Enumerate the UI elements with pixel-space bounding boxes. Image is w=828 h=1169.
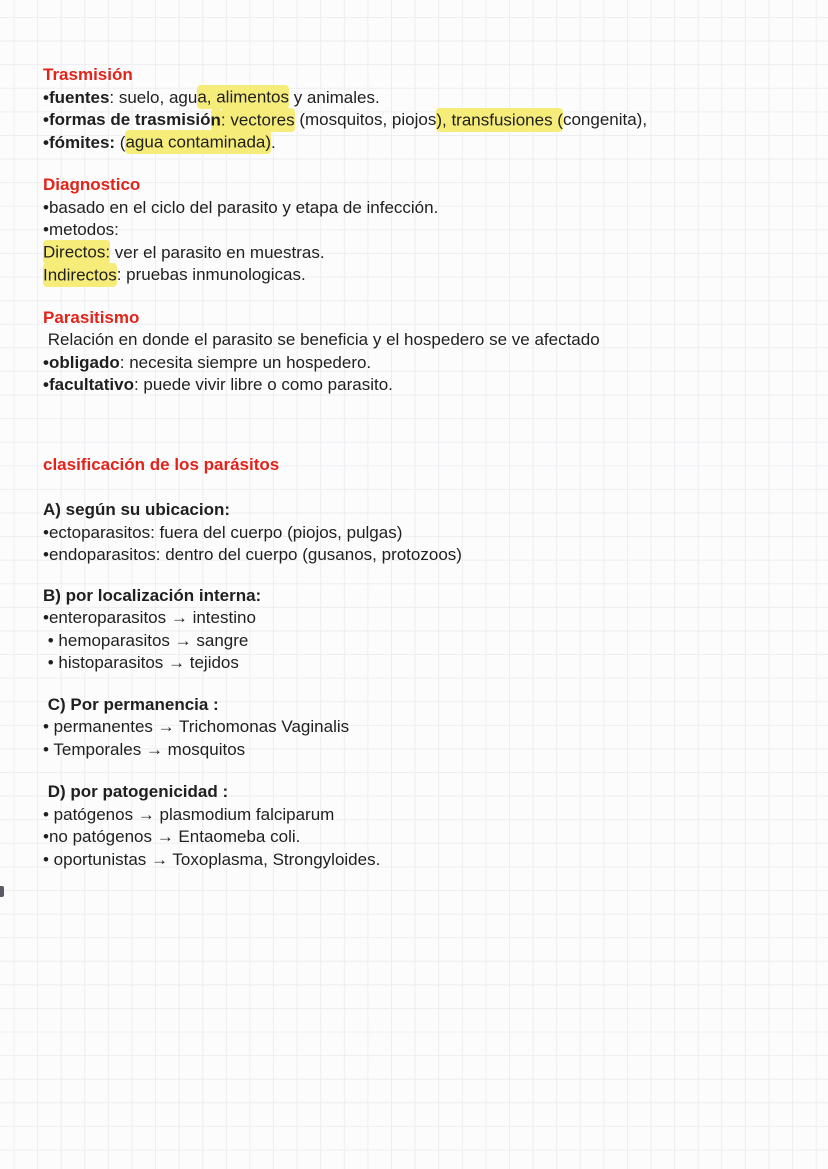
text-segment: •metodos: — [43, 220, 119, 239]
note-line — [43, 197, 808, 220]
text-segment: • Temporales → mosquitos — [43, 739, 246, 759]
note-line — [43, 652, 808, 675]
note-line — [43, 544, 808, 567]
note-line — [43, 716, 808, 739]
text-segment: •fuentes — [43, 87, 110, 107]
note-line — [43, 329, 808, 352]
highlighted-text: Indirectos — [43, 263, 117, 287]
highlighted-text: agua contaminada) — [125, 130, 271, 154]
note-line — [43, 739, 808, 762]
note-section — [43, 454, 808, 477]
text-segment: •formas de trasmisió — [43, 110, 211, 129]
note-line — [43, 374, 808, 397]
text-segment: : pruebas inmunologicas. — [116, 265, 306, 284]
note-section — [43, 585, 808, 675]
text-segment: • histoparasitos → tejidos — [43, 653, 239, 672]
note-section — [43, 694, 808, 762]
note-section — [43, 781, 808, 871]
text-segment: •enteroparasitos → intestino — [43, 608, 256, 627]
note-line — [43, 826, 808, 849]
section-heading: A) según su ubicacion: — [43, 500, 231, 519]
note-section — [43, 174, 808, 287]
note-line — [43, 352, 808, 375]
note-line — [43, 849, 808, 872]
text-segment: •basado en el ciclo del parasito y etapa de infección. — [43, 197, 439, 217]
section-heading: C) Por permanencia : — [43, 694, 219, 714]
text-segment: • patógenos → plasmodium falciparum — [43, 804, 335, 824]
highlighted-text: Directos: — [43, 240, 110, 264]
section-heading: Parasitismo — [43, 307, 140, 327]
note-section — [43, 307, 808, 397]
highlighted-text: a, alimentos — [197, 85, 289, 109]
highlighted-text: n — [211, 108, 221, 132]
section-heading: B) por localización interna: — [43, 585, 262, 605]
text-segment: : puede vivir libre o como parasito. — [133, 375, 393, 394]
text-segment: ver el parasito en muestras. — [110, 242, 325, 262]
note-line — [43, 132, 808, 155]
text-segment: •obligado — [43, 352, 120, 372]
note-section — [43, 64, 808, 154]
section-heading: Diagnostico — [43, 175, 141, 194]
section-heading: Trasmisión — [43, 65, 133, 84]
note-section — [43, 499, 808, 567]
page-edge-mark — [0, 886, 4, 897]
note-line — [43, 804, 808, 827]
highlighted-text: ), transfusiones ( — [436, 108, 563, 132]
text-segment: Relación en donde el parasito se beneficia y el hospedero se ve afectado — [43, 330, 600, 349]
note-line — [43, 522, 808, 545]
note-line — [43, 630, 808, 653]
text-segment: : suelo, agu — [109, 87, 198, 107]
note-sections — [43, 64, 808, 871]
text-segment: •endoparasitos: dentro del cuerpo (gusanos, protozoos) — [43, 545, 462, 564]
text-segment: • hemoparasitos → sangre — [43, 630, 249, 650]
note-line — [43, 109, 808, 132]
section-heading: clasificación de los parásitos — [43, 454, 280, 474]
text-segment: (mosquitos, piojos — [294, 110, 437, 129]
text-segment: •no patógenos → Entaomeba coli. — [43, 827, 301, 846]
note-line — [43, 242, 808, 265]
section-heading: D) por patogenicidad : — [43, 782, 229, 801]
highlighted-text: : vectores — [221, 108, 295, 132]
note-line — [43, 219, 808, 242]
text-segment: • permanentes → Trichomonas Vaginalis — [43, 717, 350, 736]
text-segment: •ectoparasitos: fuera del cuerpo (piojos, pulgas) — [43, 522, 403, 542]
text-segment: y animales. — [288, 87, 380, 107]
text-segment: •facultativo — [43, 375, 134, 394]
note-line — [43, 607, 808, 630]
text-segment: . — [271, 132, 276, 152]
text-segment: congenita), — [562, 110, 648, 129]
text-segment: : necesita siempre un hospedero. — [119, 352, 372, 372]
text-segment: ( — [115, 132, 126, 152]
note-line — [43, 264, 808, 287]
text-segment: • oportunistas → Toxoplasma, Strongyloides. — [43, 849, 381, 869]
note-line — [43, 87, 808, 110]
text-segment: •fómites: — [43, 132, 116, 152]
